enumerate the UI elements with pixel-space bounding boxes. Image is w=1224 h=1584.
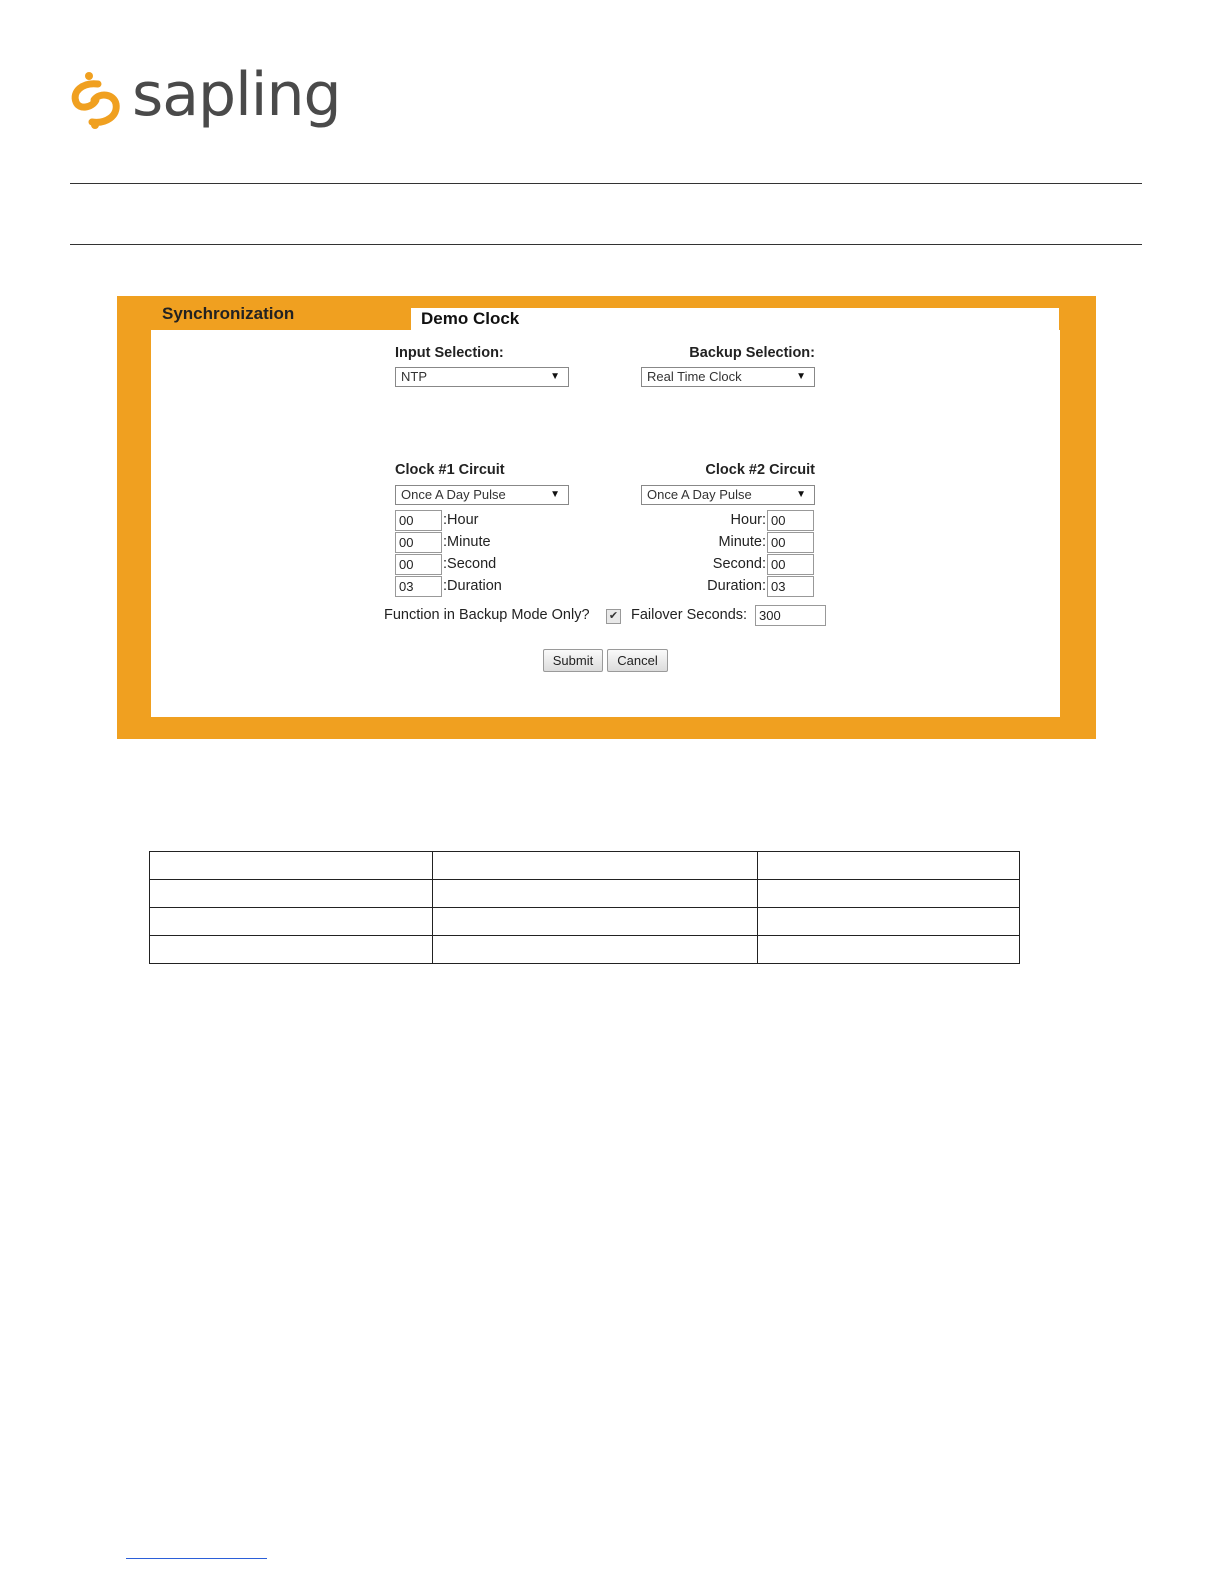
input-selection-value: NTP — [401, 369, 427, 384]
table-cell — [150, 852, 433, 880]
failover-seconds-input[interactable]: 300 — [755, 605, 826, 626]
table-cell — [758, 936, 1020, 964]
clock1-second-label: :Second — [443, 556, 497, 572]
tab-synchronization[interactable]: Synchronization — [162, 304, 295, 323]
sapling-logo-mark-icon — [68, 70, 124, 130]
tab-demo-clock-label: Demo Clock — [421, 309, 520, 328]
table-cell — [150, 880, 433, 908]
clock1-hour-input[interactable]: 00 — [395, 510, 442, 531]
table-cell — [758, 908, 1020, 936]
dropdown-arrow-icon: ▼ — [550, 489, 560, 500]
table-row — [150, 908, 1020, 936]
table-row — [150, 936, 1020, 964]
table-cell — [150, 936, 433, 964]
clock2-minute-input[interactable]: 00 — [767, 532, 814, 553]
clock2-duration-label: Duration: — [707, 578, 766, 594]
header-rule-bottom — [70, 244, 1142, 245]
footer-link-underline[interactable] — [126, 1558, 267, 1559]
clock2-second-label: Second: — [712, 556, 766, 572]
clock2-mode-value: Once A Day Pulse — [647, 487, 752, 502]
table-cell — [758, 852, 1020, 880]
submit-button[interactable]: Submit — [543, 649, 603, 672]
clock1-hour-label: :Hour — [443, 512, 479, 528]
backup-selection-select[interactable] — [641, 367, 815, 387]
backup-mode-only-label: Function in Backup Mode Only? — [384, 607, 590, 623]
table-cell — [433, 936, 758, 964]
table-cell — [433, 908, 758, 936]
empty-table — [149, 851, 1020, 964]
dropdown-arrow-icon: ▼ — [796, 371, 806, 382]
clock1-title: Clock #1 Circuit — [395, 462, 505, 478]
clock1-minute-input[interactable]: 00 — [395, 532, 442, 553]
backup-selection-value: Real Time Clock — [647, 369, 742, 384]
dropdown-arrow-icon: ▼ — [796, 489, 806, 500]
clock1-second-input[interactable]: 00 — [395, 554, 442, 575]
clock1-mode-select[interactable] — [395, 485, 569, 505]
cancel-button[interactable]: Cancel — [607, 649, 668, 672]
tab-demo-clock[interactable] — [411, 308, 1059, 332]
input-selection-select[interactable] — [395, 367, 569, 387]
sapling-logo — [68, 60, 341, 136]
clock1-minute-label: :Minute — [443, 534, 491, 550]
backup-selection-label: Backup Selection: — [689, 345, 815, 361]
clock2-hour-input[interactable]: 00 — [767, 510, 814, 531]
table-cell — [433, 880, 758, 908]
clock2-duration-input[interactable]: 03 — [767, 576, 814, 597]
clock2-hour-label: Hour: — [730, 512, 766, 528]
clock1-duration-input[interactable]: 03 — [395, 576, 442, 597]
clock1-duration-label: :Duration — [443, 578, 502, 594]
backup-mode-only-checkbox[interactable] — [606, 609, 621, 624]
table-row — [150, 880, 1020, 908]
table-cell — [758, 880, 1020, 908]
table-cell — [433, 852, 758, 880]
input-selection-label: Input Selection: — [395, 345, 504, 361]
sapling-wordmark: sapling — [132, 60, 341, 130]
panel-content — [151, 330, 1060, 717]
table-cell — [150, 908, 433, 936]
clock2-title: Clock #2 Circuit — [705, 462, 815, 478]
clock1-mode-value: Once A Day Pulse — [401, 487, 506, 502]
checkmark-icon: ✔ — [608, 610, 619, 622]
settings-panel — [117, 296, 1096, 739]
table-row — [150, 852, 1020, 880]
dropdown-arrow-icon: ▼ — [550, 371, 560, 382]
clock2-second-input[interactable]: 00 — [767, 554, 814, 575]
clock2-minute-label: Minute: — [718, 534, 766, 550]
header-rule-top — [70, 183, 1142, 184]
clock2-mode-select[interactable] — [641, 485, 815, 505]
failover-seconds-label: Failover Seconds: — [631, 607, 748, 623]
